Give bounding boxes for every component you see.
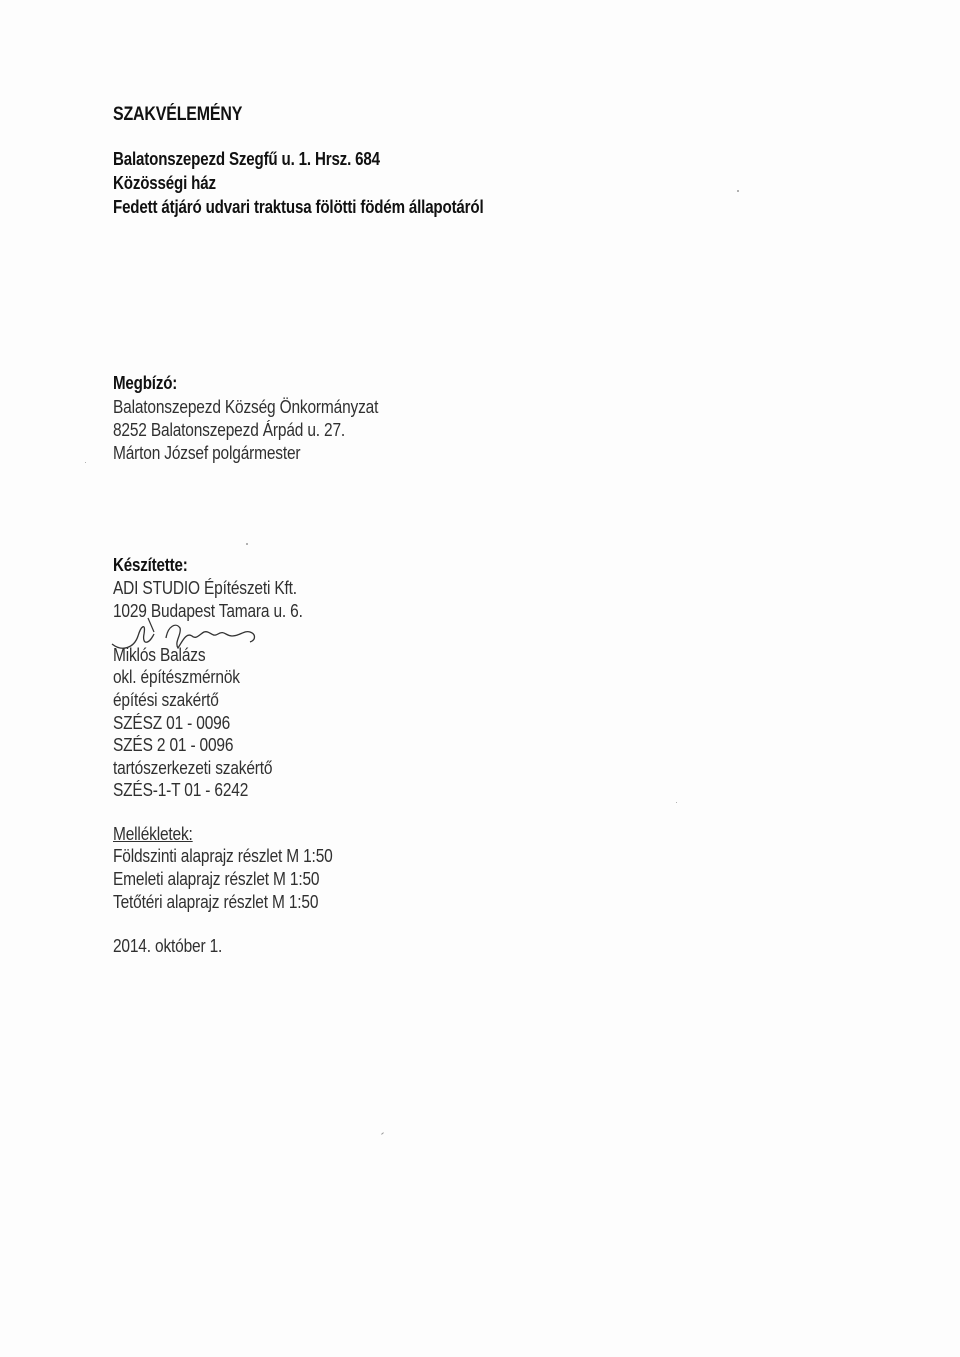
qualification-line: építési szakértő [113,690,219,710]
client-address: 8252 Balatonszepezd Árpád u. 27. [113,420,346,440]
qualification-line: SZÉS-1-T 01 - 6242 [113,780,249,800]
subject-topic: Fedett átjáró udvari traktusa fölötti födém állapotáról [113,197,484,217]
subject-address: Balatonszepezd Szegfű u. 1. Hrsz. 684 [113,149,380,169]
scan-speck [381,1132,384,1135]
qualification-line: SZÉS 2 01 - 0096 [113,735,234,755]
author-address: 1029 Budapest Tamara u. 6. [113,601,303,621]
client-contact: Márton József polgármester [113,443,301,463]
author-company: ADI STUDIO Építészeti Kft. [113,578,297,598]
document-title: SZAKVÉLEMÉNY [113,104,243,125]
qualification-line: tartószerkezeti szakértő [113,758,273,778]
attachment-item: Emeleti alaprajz részlet M 1:50 [113,869,320,889]
attachments-label: Mellékletek: [113,824,193,844]
attachment-item: Földszinti alaprajz részlet M 1:50 [113,846,333,866]
attachment-item: Tetőtéri alaprajz részlet M 1:50 [113,892,319,912]
scan-speck [737,190,739,192]
scan-speck [246,543,248,545]
document-date: 2014. október 1. [113,936,223,956]
qualification-line: okl. építészmérnök [113,667,240,687]
author-label: Készítette: [113,555,188,575]
client-label: Megbízó: [113,373,178,393]
author-name: Miklós Balázs [113,645,206,665]
scan-speck [85,462,86,463]
subject-building: Közösségi ház [113,173,216,193]
client-name: Balatonszepezd Község Önkormányzat [113,397,379,417]
scan-speck [676,802,677,803]
qualification-line: SZÉSZ 01 - 0096 [113,713,231,733]
